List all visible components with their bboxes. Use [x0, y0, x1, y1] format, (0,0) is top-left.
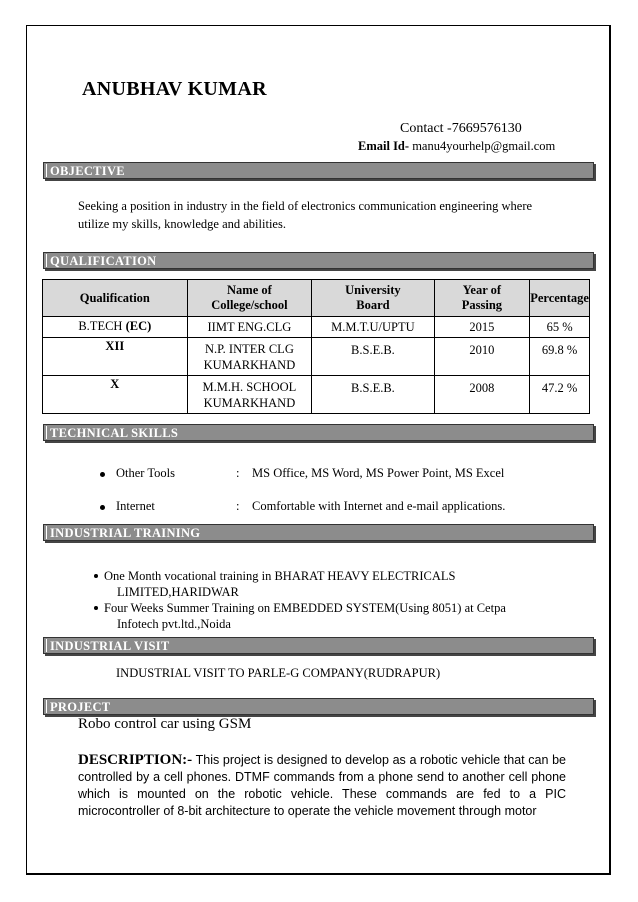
table-row	[43, 376, 590, 414]
cell-year: 2010	[434, 338, 530, 376]
cell-board: B.S.E.B.	[312, 376, 434, 414]
qual-bold-text: (EC)	[125, 319, 152, 333]
project-description	[78, 752, 566, 820]
table-row	[43, 338, 590, 376]
section-bar-industrial-visit	[43, 637, 594, 654]
header-percentage: Percentage	[530, 280, 590, 317]
training-item-2-line-2: Infotech pvt.ltd.,Noida	[117, 617, 231, 631]
section-bar-qualification	[43, 252, 594, 269]
training-item-1-line-2: LIMITED,HARIDWAR	[117, 585, 239, 599]
email-value: manu4yourhelp@gmail.com	[409, 139, 556, 153]
cell-board: M.M.T.U/UPTU	[312, 317, 434, 338]
bullet-icon	[94, 606, 98, 610]
table-header-row	[43, 280, 590, 317]
section-title-qualification: QUALIFICATION	[50, 254, 157, 268]
section-bar-objective	[43, 162, 594, 179]
section-title-project: PROJECT	[50, 700, 111, 714]
cell-year: 2008	[434, 376, 530, 414]
objective-line-2: utilize my skills, knowledge and abilities.	[78, 217, 286, 231]
cell-percentage: 65 %	[530, 317, 590, 338]
cell-college: M.M.H. SCHOOL KUMARKHAND	[187, 376, 312, 414]
candidate-name: ANUBHAV KUMAR	[82, 78, 267, 100]
header-board: University Board	[312, 280, 434, 317]
cell-qualification: XII	[43, 338, 188, 376]
table-row	[43, 317, 590, 338]
cell-qualification: X	[43, 376, 188, 414]
cell-board: B.S.E.B.	[312, 338, 434, 376]
skill-label-internet: Internet	[116, 499, 155, 513]
section-bar-technical-skills	[43, 424, 594, 441]
project-title: Robo control car using GSM	[78, 716, 252, 732]
skill-separator: :	[236, 499, 240, 513]
skill-value-tools: MS Office, MS Word, MS Power Point, MS Excel	[252, 466, 505, 480]
section-bar-industrial-training	[43, 524, 594, 541]
bullet-icon	[94, 574, 98, 578]
cell-percentage: 69.8 %	[530, 338, 590, 376]
skill-value-internet: Comfortable with Internet and e-mail applications.	[252, 499, 506, 513]
header-year: Year of Passing	[434, 280, 530, 317]
cell-qualification	[43, 317, 188, 338]
section-title-objective: OBJECTIVE	[50, 164, 125, 178]
contact-number: Contact -7669576130	[400, 121, 522, 136]
header-college: Name of College/school	[187, 280, 312, 317]
description-heading: DESCRIPTION:-	[78, 752, 193, 768]
training-item-2-line-1: Four Weeks Summer Training on EMBEDDED SYSTEM(Using 8051) at Cetpa	[104, 601, 506, 615]
training-item-1-line-1: One Month vocational training in BHARAT HEAVY ELECTRICALS	[104, 569, 456, 583]
email-label: Email Id-	[358, 139, 410, 153]
bullet-icon	[100, 472, 105, 477]
section-title-technical-skills: TECHNICAL SKILLS	[50, 426, 179, 440]
email-line	[358, 139, 555, 154]
cell-college: IIMT ENG.CLG	[187, 317, 312, 338]
qual-text: B.TECH	[78, 319, 126, 333]
visit-text: INDUSTRIAL VISIT TO PARLE-G COMPANY(RUDRAPUR)	[116, 666, 441, 680]
qualification-table	[42, 279, 590, 414]
bullet-icon	[100, 505, 105, 510]
section-title-industrial-visit: INDUSTRIAL VISIT	[50, 639, 170, 653]
skill-separator: :	[236, 466, 240, 480]
section-bar-project	[43, 698, 594, 715]
description-text: This project is designed to develop as a robotic vehicle that can be controlled by a cell phones. DTMF commands from a phone send to another cell phone which is mounted on the robotic vehicle. These commands are fed to a PIC microcontroller of 8-bit architecture to operate the vehicle movement through motor	[78, 753, 566, 818]
skill-label-tools: Other Tools	[116, 466, 175, 480]
cell-college: N.P. INTER CLG KUMARKHAND	[187, 338, 312, 376]
objective-line-1: Seeking a position in industry in the field of electronics communication engineering where	[78, 199, 533, 213]
section-title-industrial-training: INDUSTRIAL TRAINING	[50, 526, 201, 540]
cell-year: 2015	[434, 317, 530, 338]
header-qualification: Qualification	[43, 280, 188, 317]
cell-percentage: 47.2 %	[530, 376, 590, 414]
